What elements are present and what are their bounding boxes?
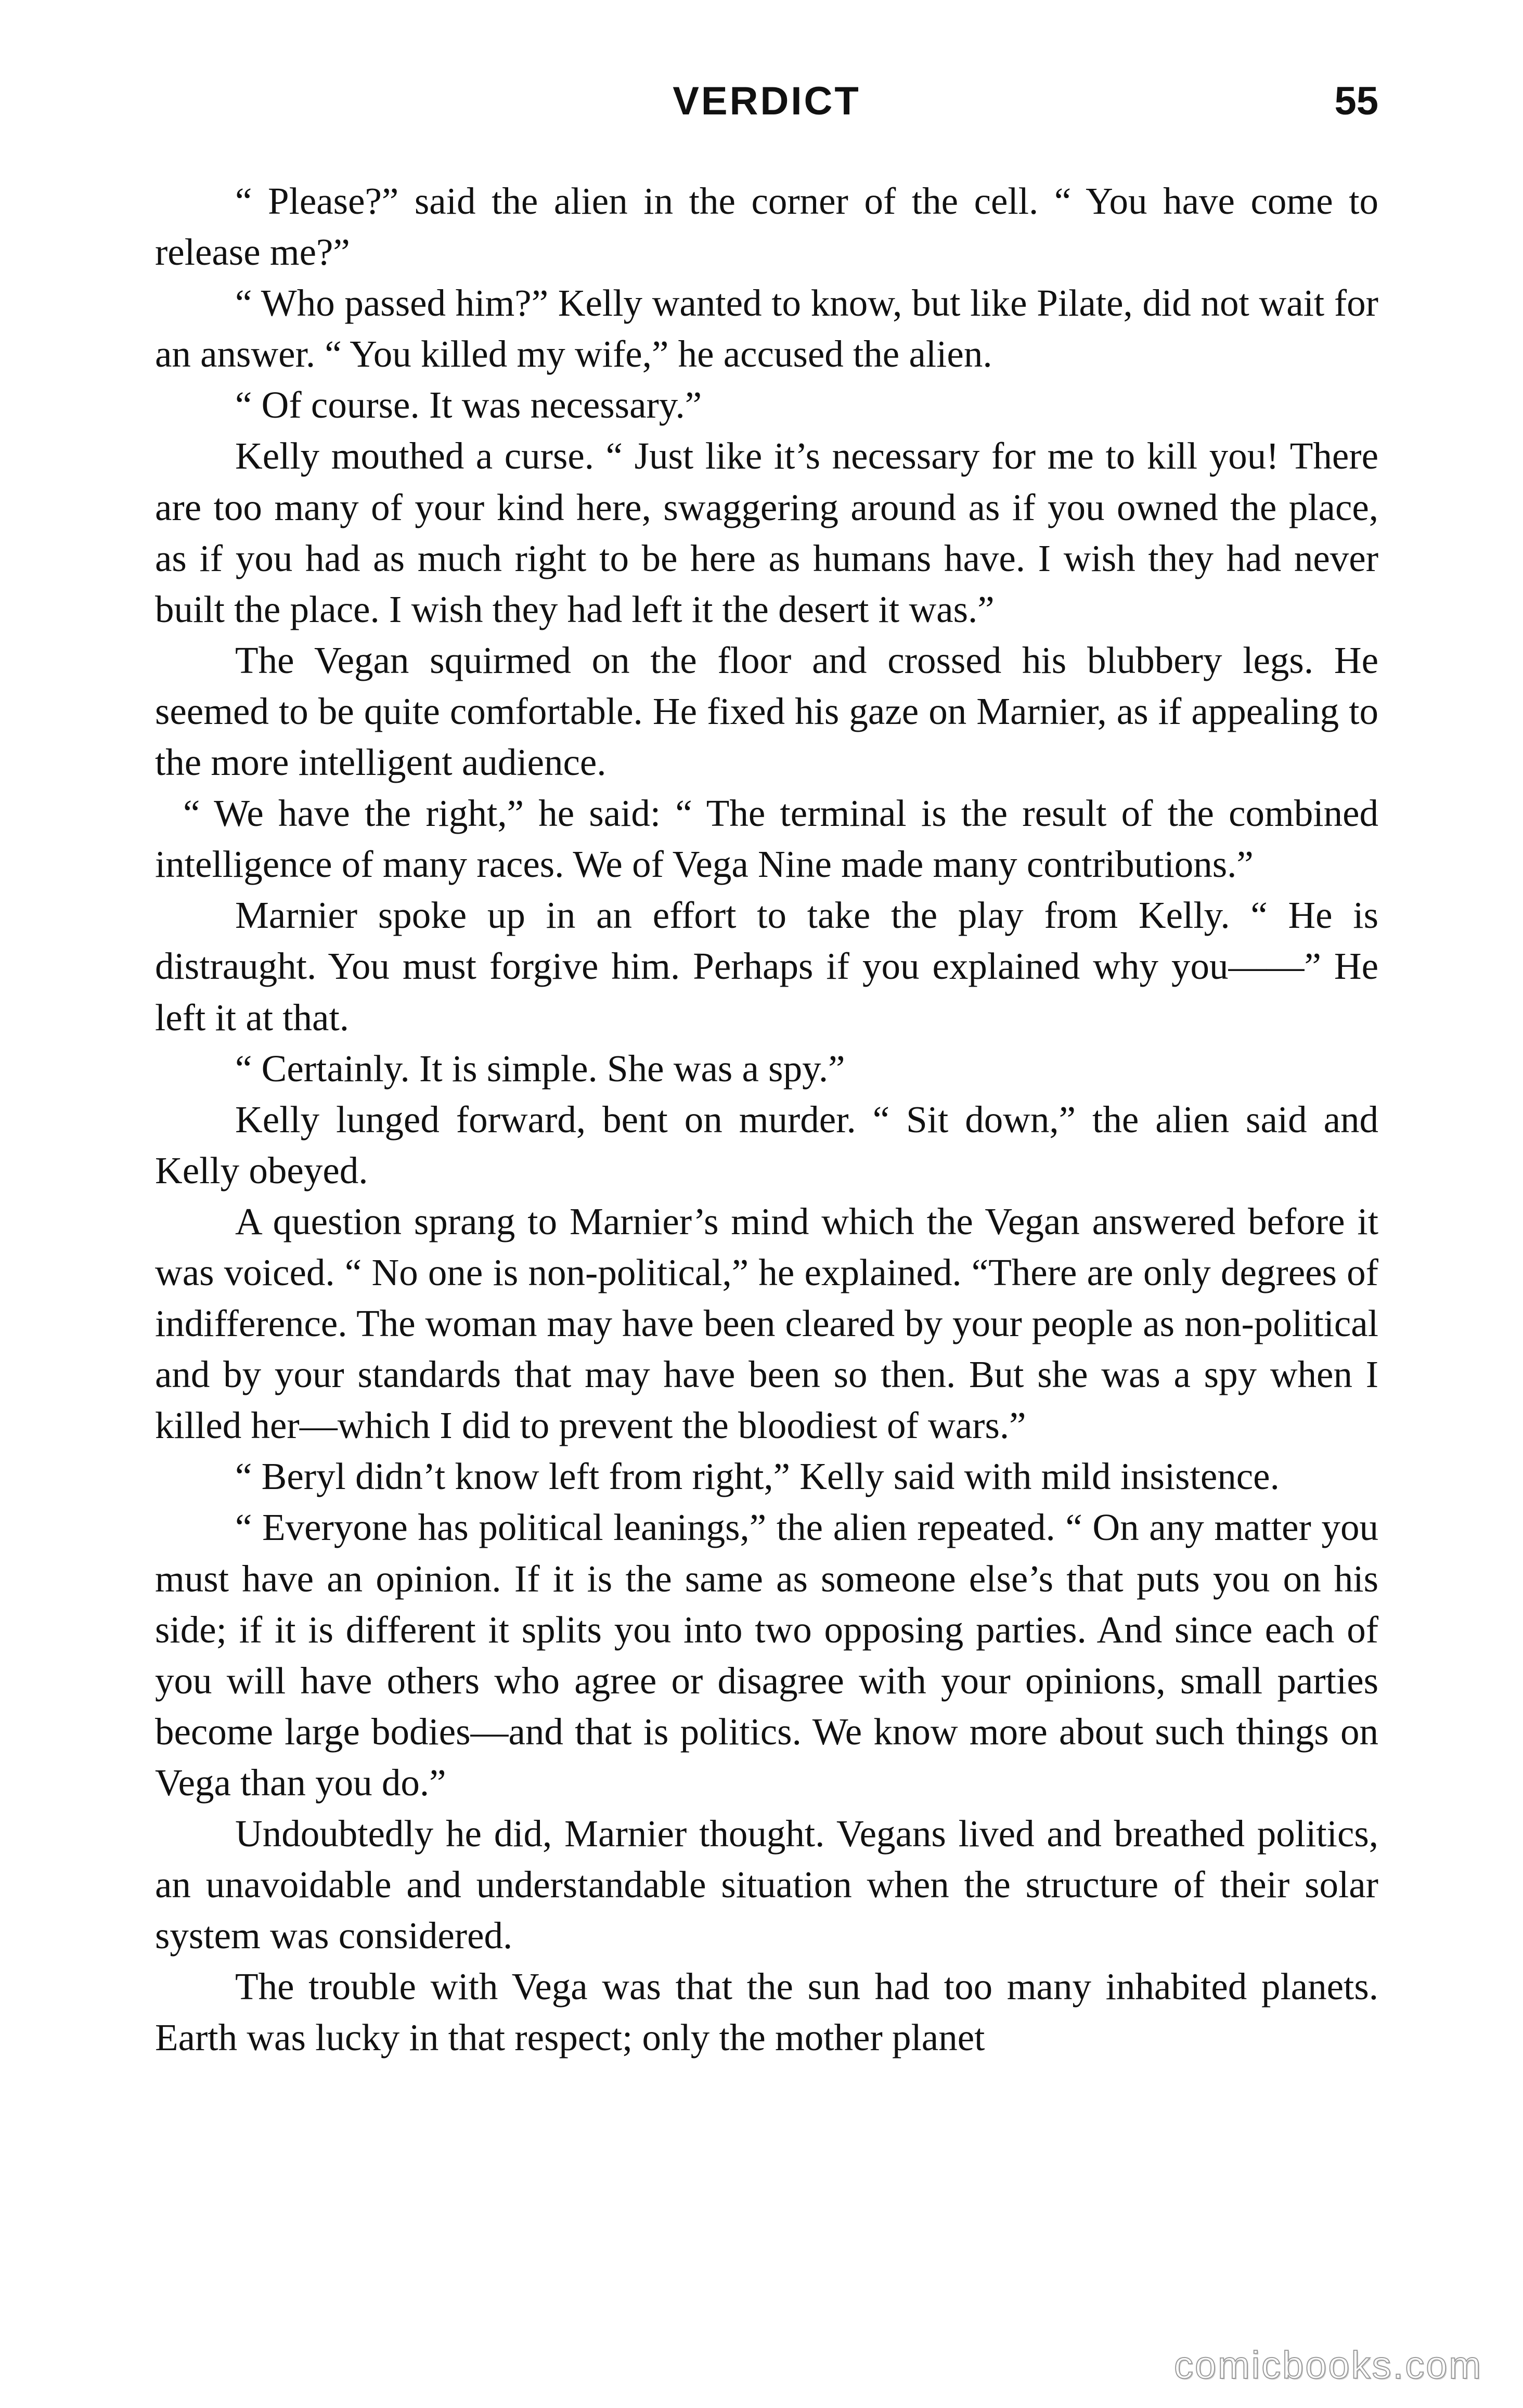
paragraph: Kelly lunged forward, bent on murder. “ Sit down,” the alien said and Kelly obeyed.: [155, 1098, 1378, 1192]
paragraph: A question sprang to Marnier’s mind which the Vegan answered before it was voiced. “ No one is non-political,” he explained. “There are only degrees of indifference. The woman may have been cleared by your people as non-political and by your standards that may have been so then. But she was a spy when I killed her—which I did to prevent the bloodiest of wars.”: [155, 1200, 1378, 1447]
running-title: VERDICT: [673, 79, 861, 123]
paragraph: Marnier spoke up in an effort to take the play from Kelly. “ He is distraught. You must forgive him. Perhaps if you explained why you——” He left it at that.: [155, 894, 1378, 1039]
paragraph: “ We have the right,” he said: “ The terminal is the result of the combined intelligence of many races. We of Vega Nine made many contributions.”: [155, 792, 1378, 886]
paragraph: “ Certainly. It is simple. She was a spy.”: [235, 1047, 845, 1090]
paragraph: Kelly mouthed a curse. “ Just like it’s necessary for me to kill you! There are too many of your kind here, swaggering around as if you owned the place, as if you had as much right to be here as humans have. I wish they had never built the place. I wish they had left it the desert it was.”: [155, 435, 1378, 630]
paragraph: “ Please?” said the alien in the corner of the cell. “ You have come to release me?”: [155, 180, 1378, 274]
watermark: comicbooks.com: [1173, 2344, 1482, 2387]
paragraph: “ Everyone has political leanings,” the alien repeated. “ On any matter you must have an opinion. If it is the same as someone else’s that puts you on his side; if it is different it splits you into two opposing parties. And since each of you will have others who agree or disagree with your opinions, small parties become large bodies—and that is politics. We know more about such things on Vega than you do.”: [155, 1506, 1378, 1804]
page-header: [155, 73, 1378, 130]
paragraph: The Vegan squirmed on the floor and crossed his blubbery legs. He seemed to be quite comfortable. He fixed his gaze on Marnier, as if appealing to the more intelligent audience.: [155, 639, 1378, 784]
paragraph: “ Of course. It was necessary.”: [235, 384, 702, 426]
page-number: 55: [1334, 79, 1378, 123]
paragraph: “ Who passed him?” Kelly wanted to know, but like Pilate, did not wait for an answer. “ You killed my wife,” he accused the alien.: [155, 282, 1378, 376]
paragraph: The trouble with Vega was that the sun had too many inhabited planets. Earth was lucky in that respect; only the mother planet: [155, 1965, 1378, 2059]
body-text: [155, 176, 1378, 2063]
paragraph: Undoubtedly he did, Marnier thought. Vegans lived and breathed politics, an unavoidable and understandable situation when the structure of their solar system was considered.: [155, 1813, 1378, 1957]
paragraph: “ Beryl didn’t know left from right,” Kelly said with mild insistence.: [235, 1455, 1280, 1498]
